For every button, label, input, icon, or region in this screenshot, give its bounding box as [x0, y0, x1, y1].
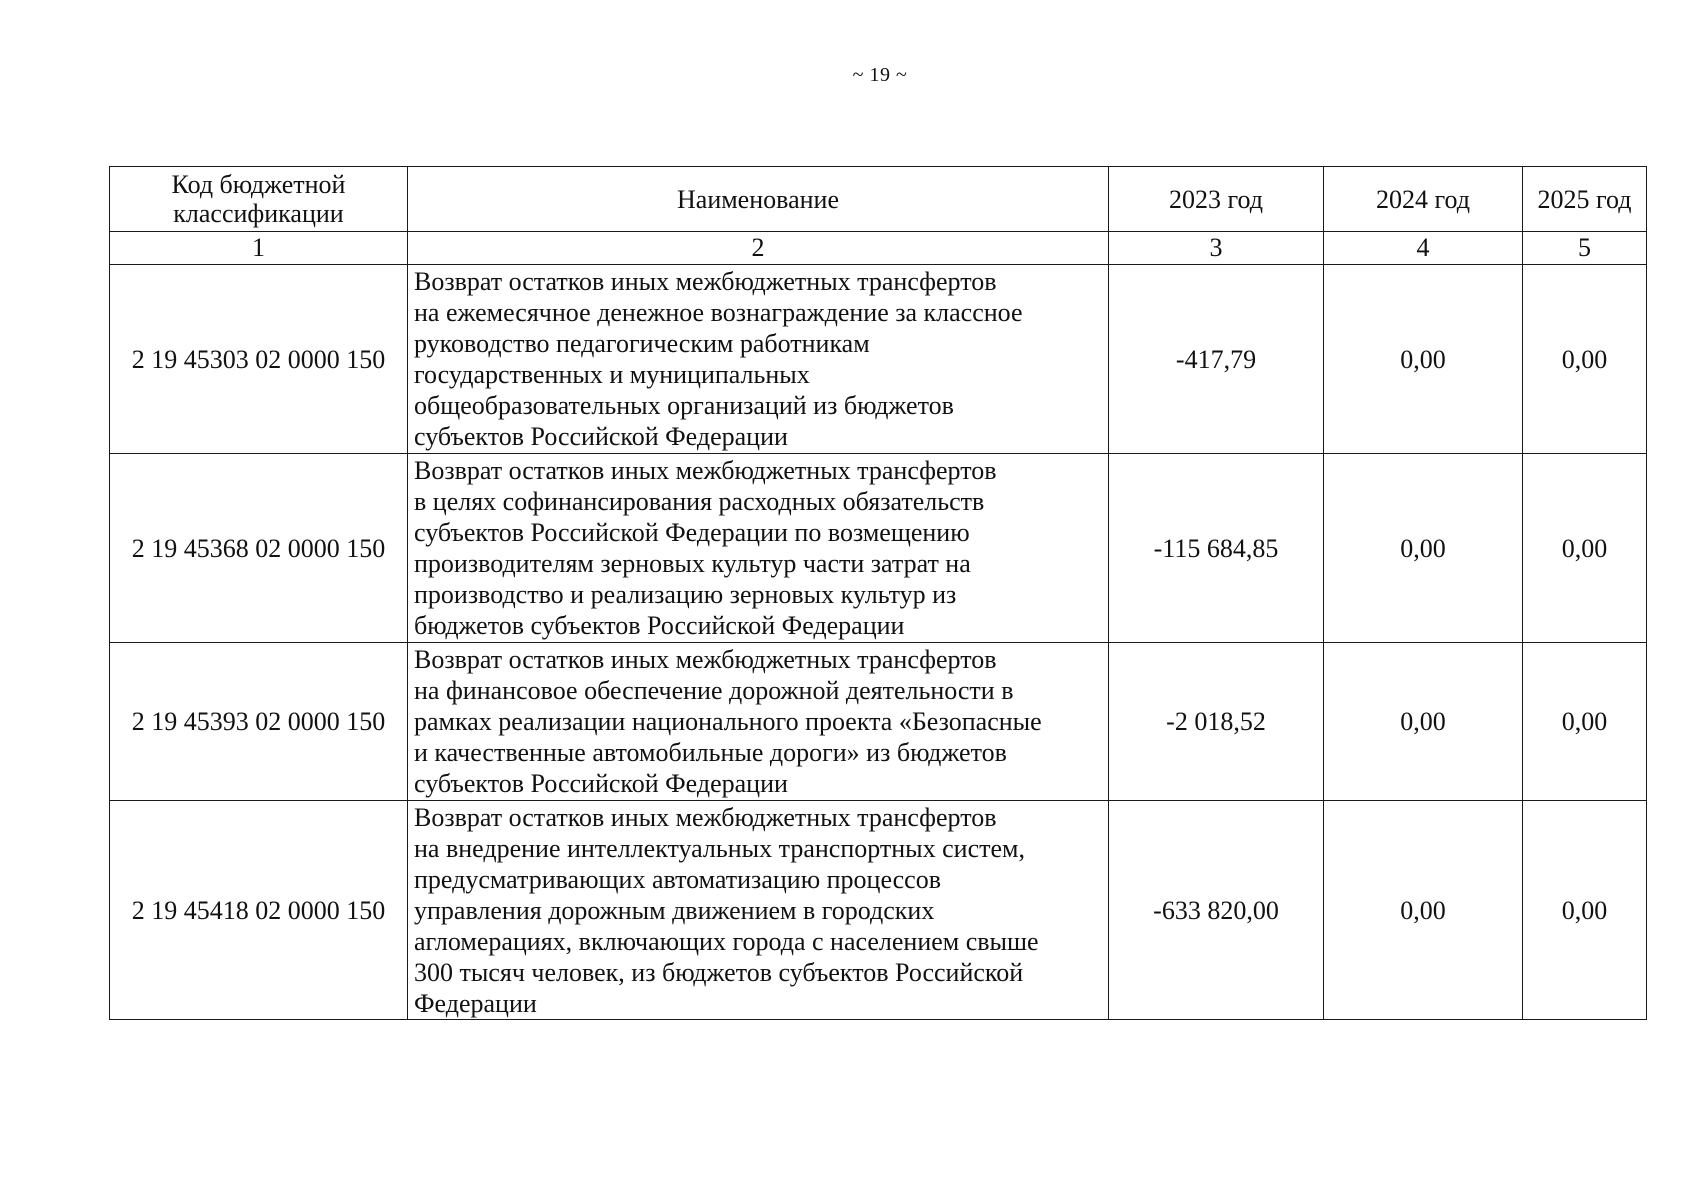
table-row [110, 643, 1647, 801]
item-name-line: на финансовое обеспечение дорожной деятельности в [414, 676, 1014, 705]
header-name: Наименование [408, 167, 1109, 232]
header-2023: 2023 год [1109, 167, 1324, 232]
item-name [408, 643, 1109, 801]
value-2025: 0,00 [1523, 265, 1647, 454]
column-number: 1 [110, 232, 408, 265]
item-name-line: рамках реализации национального проекта «Безопасные [414, 707, 1042, 736]
item-name-line: Федерации [414, 988, 537, 1018]
item-name-line: производство и реализацию зерновых культур из [414, 580, 957, 609]
value-2025: 0,00 [1523, 801, 1647, 1020]
item-name-line: субъектов Российской Федерации [414, 422, 788, 451]
item-name-line: предусматривающих автоматизацию процессов [414, 864, 941, 894]
item-name-line: Возврат остатков иных межбюджетных трансфертов [414, 456, 997, 485]
value-2025: 0,00 [1523, 454, 1647, 643]
budget-code: 2 19 45418 02 0000 150 [110, 801, 408, 1020]
table-row [110, 454, 1647, 643]
value-2024: 0,00 [1324, 801, 1523, 1020]
column-number: 3 [1109, 232, 1324, 265]
budget-code: 2 19 45393 02 0000 150 [110, 643, 408, 801]
item-name-line: производителям зерновых культур части затрат на [414, 549, 971, 578]
item-name-line: государственных и муниципальных [414, 360, 810, 389]
item-name-line: субъектов Российской Федерации по возмещению [414, 518, 970, 547]
item-name [408, 454, 1109, 643]
item-name-line: Возврат остатков иных межбюджетных трансфертов [414, 802, 997, 832]
table-row [110, 265, 1647, 454]
page-number: ~ 19 ~ [852, 64, 908, 86]
item-name-line: Возврат остатков иных межбюджетных трансфертов [414, 645, 997, 674]
column-number: 5 [1523, 232, 1647, 265]
budget-code: 2 19 45368 02 0000 150 [110, 454, 408, 643]
item-name-line: управления дорожным движением в городских [414, 895, 935, 925]
item-name-line: 300 тысяч человек, из бюджетов субъектов Российской [414, 957, 1024, 987]
item-name-line: субъектов Российской Федерации [414, 769, 788, 798]
value-2025: 0,00 [1523, 643, 1647, 801]
column-number-row [110, 232, 1647, 265]
item-name [408, 801, 1109, 1020]
header-code: Код бюджетной классификации [110, 167, 408, 232]
budget-table [109, 166, 1647, 1020]
budget-code: 2 19 45303 02 0000 150 [110, 265, 408, 454]
item-name-line: общеобразовательных организаций из бюджетов [414, 391, 954, 420]
item-name-line: в целях софинансирования расходных обязательств [414, 487, 985, 516]
item-name-line: руководство педагогическим работникам [414, 329, 870, 358]
value-2023: -633 820,00 [1109, 801, 1324, 1020]
value-2023: -115 684,85 [1109, 454, 1324, 643]
item-name [408, 265, 1109, 454]
table-header-row [110, 167, 1647, 232]
column-number: 2 [408, 232, 1109, 265]
column-number: 4 [1324, 232, 1523, 265]
item-name-line: на ежемесячное денежное вознаграждение за классное [414, 298, 1023, 327]
value-2024: 0,00 [1324, 643, 1523, 801]
item-name-line: на внедрение интеллектуальных транспортных систем, [414, 833, 1025, 863]
item-name-line: Возврат остатков иных межбюджетных трансфертов [414, 267, 997, 296]
header-2024: 2024 год [1324, 167, 1523, 232]
item-name-line: бюджетов субъектов Российской Федерации [414, 611, 905, 640]
value-2024: 0,00 [1324, 265, 1523, 454]
item-name-line: агломерациях, включающих города с населением свыше [414, 926, 1039, 956]
table-row [110, 801, 1647, 1020]
item-name-line: и качественные автомобильные дороги» из бюджетов [414, 738, 1007, 767]
value-2023: -417,79 [1109, 265, 1324, 454]
value-2024: 0,00 [1324, 454, 1523, 643]
value-2023: -2 018,52 [1109, 643, 1324, 801]
header-2025: 2025 год [1523, 167, 1647, 232]
